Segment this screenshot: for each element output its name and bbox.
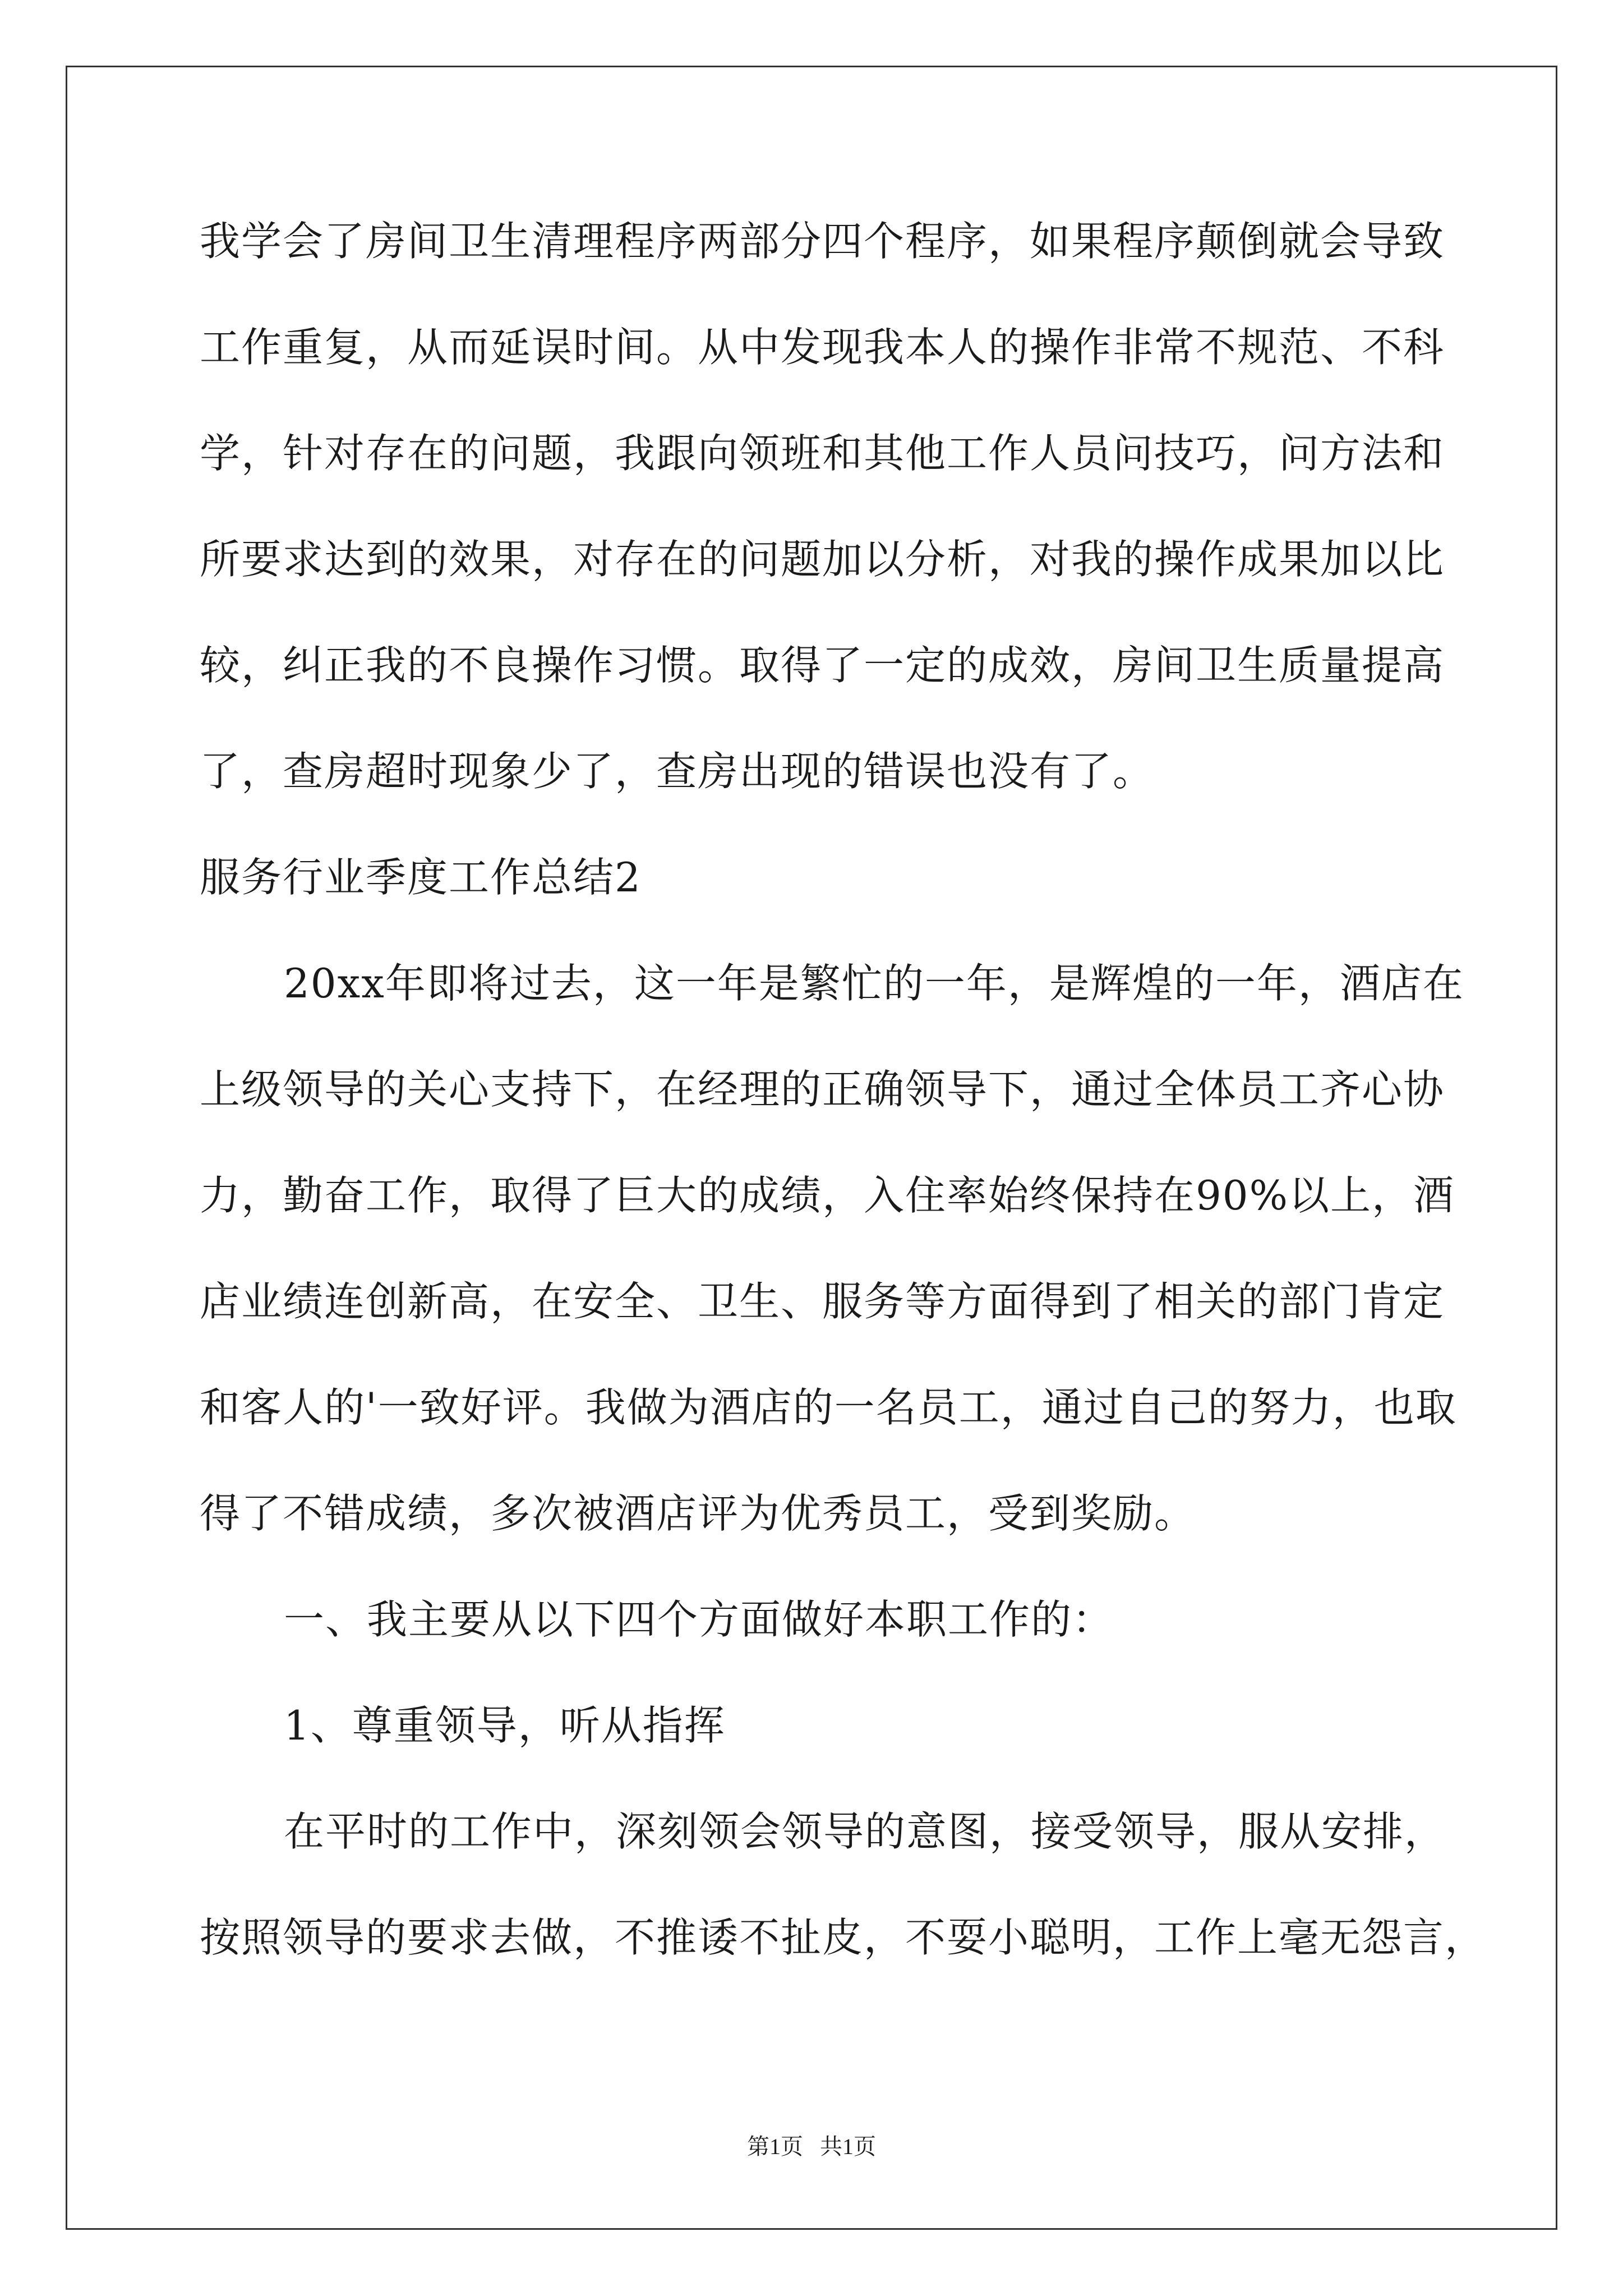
paragraph-line: 力，勤奋工作，取得了巨大的成绩，入住率始终保持在90%以上，酒: [200, 1172, 1455, 1219]
page-border: [66, 66, 1557, 2230]
paragraph-line: 较，纠正我的不良操作习惯。取得了一定的成效，房间卫生质量提高: [200, 642, 1445, 689]
paragraph-line: 20xx年即将过去，这一年是繁忙的一年，是辉煌的一年，酒店在: [284, 960, 1464, 1007]
list-subheading: 1、尊重领导，听从指挥: [284, 1702, 726, 1749]
section-heading: 服务行业季度工作总结2: [200, 854, 642, 901]
paragraph-line: 店业绩连创新高，在安全、卫生、服务等方面得到了相关的部门肯定: [200, 1278, 1445, 1325]
paragraph-line: 按照领导的要求去做，不推诿不扯皮，不耍小聪明，工作上毫无怨言，: [200, 1914, 1487, 1961]
paragraph-line: 得了不错成绩，多次被酒店评为优秀员工，受到奖励。: [200, 1490, 1196, 1537]
paragraph-line: 了，查房超时现象少了，查房出现的错误也没有了。: [200, 748, 1155, 795]
paragraph-line: 在平时的工作中，深刻领会领导的意图，接受领导，服从安排，: [284, 1808, 1446, 1855]
list-heading: 一、我主要从以下四个方面做好本职工作的：: [284, 1596, 1114, 1643]
page-number-label: 第1页 共1页: [747, 2134, 876, 2159]
page-footer: [0, 2133, 1623, 2161]
paragraph-line: 工作重复，从而延误时间。从中发现我本人的操作非常不规范、不科: [200, 324, 1445, 371]
paragraph-line: 我学会了房间卫生清理程序两部分四个程序，如果程序颠倒就会导致: [200, 218, 1445, 265]
paragraph-line: 学，针对存在的问题，我跟向领班和其他工作人员问技巧，问方法和: [200, 430, 1445, 477]
paragraph-line: 和客人的'一致好评。我做为酒店的一名员工，通过自己的努力，也取: [200, 1384, 1457, 1431]
paragraph-line: 所要求达到的效果，对存在的问题加以分析，对我的操作成果加以比: [200, 536, 1445, 583]
paragraph-line: 上级领导的关心支持下，在经理的正确领导下，通过全体员工齐心协: [200, 1066, 1445, 1113]
